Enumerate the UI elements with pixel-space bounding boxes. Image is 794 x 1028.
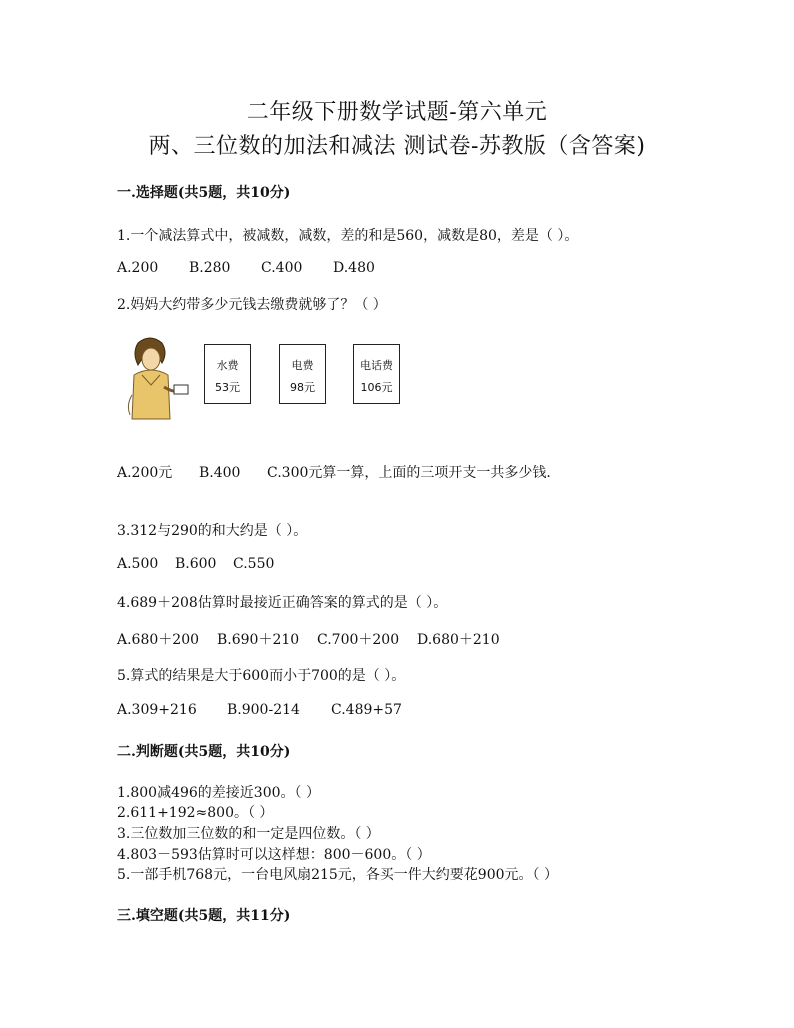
bill-name: 电费 [291, 359, 314, 372]
judge-item: 3.三位数加三位数的和一定是四位数。（ ） [117, 826, 380, 842]
option-c: C.400 [261, 260, 303, 276]
section-heading-fill: 三.填空题(共5题，共11分) [117, 908, 291, 924]
option-c: C.300元算一算，上面的三项开支一共多少钱. [267, 465, 551, 481]
section-heading-judge: 二.判断题(共5题，共10分) [117, 744, 291, 760]
option-b: B.400 [199, 465, 241, 481]
option-a: A.680＋200 [117, 632, 200, 648]
option-a: A.309+216 [117, 702, 197, 718]
option-b: B.690＋210 [217, 632, 300, 648]
option-c: C.489+57 [331, 702, 402, 718]
page-title: 二年级下册数学试题-第六单元 [246, 100, 548, 125]
question-4-options [117, 629, 500, 649]
bill-card-water [204, 344, 251, 404]
judge-item: 2.611+192≈800。（ ） [117, 805, 274, 821]
option-a: A.200元 [117, 465, 173, 481]
bill-card-electric [279, 344, 326, 404]
bill-name: 水费 [216, 359, 239, 372]
bill-name: 电话费 [360, 359, 393, 372]
question-1-options [117, 260, 375, 276]
option-b: B.600 [175, 556, 217, 572]
question-2-options [117, 462, 551, 482]
question-1: 1.一个减法算式中，被减数，减数，差的和是560，减数是80，差是（ ）。 [117, 228, 579, 244]
option-d: D.680＋210 [417, 632, 500, 648]
section-heading-choice: 一.选择题(共5题，共10分) [117, 185, 291, 201]
question-4: 4.689＋208估算时最接近正确答案的算式的是（ ）。 [117, 595, 448, 611]
option-c: C.550 [233, 556, 275, 572]
bill-amount: 106元 [360, 381, 393, 394]
judge-item: 5.一部手机768元，一台电风扇215元，各买一件大约要花900元。（ ） [117, 867, 558, 883]
option-d: D.480 [333, 260, 375, 276]
bill-amount: 53元 [215, 381, 240, 394]
question-3-options [117, 556, 274, 572]
option-b: B.280 [189, 260, 231, 276]
question-5: 5.算式的结果是大于600而小于700的是（ ）。 [117, 668, 406, 684]
question-5-options [117, 702, 402, 718]
option-a: A.500 [117, 556, 159, 572]
judge-item: 1.800减496的差接近300。（ ） [117, 785, 320, 801]
page-subtitle: 两、三位数的加法和减法 测试卷-苏教版（含答案) [148, 134, 646, 159]
judge-item: 4.803－593估算时可以这样想：800－600。（ ） [117, 847, 431, 863]
option-b: B.900-214 [227, 702, 300, 718]
option-c: C.700＋200 [317, 632, 400, 648]
question-2: 2.妈妈大约带多少元钱去缴费就够了？（ ） [117, 297, 387, 313]
question-3: 3.312与290的和大约是（ ）。 [117, 523, 308, 539]
bill-amount: 98元 [290, 381, 315, 394]
mother-illustration [118, 335, 190, 421]
bill-card-phone [353, 344, 400, 404]
option-a: A.200 [117, 260, 159, 276]
